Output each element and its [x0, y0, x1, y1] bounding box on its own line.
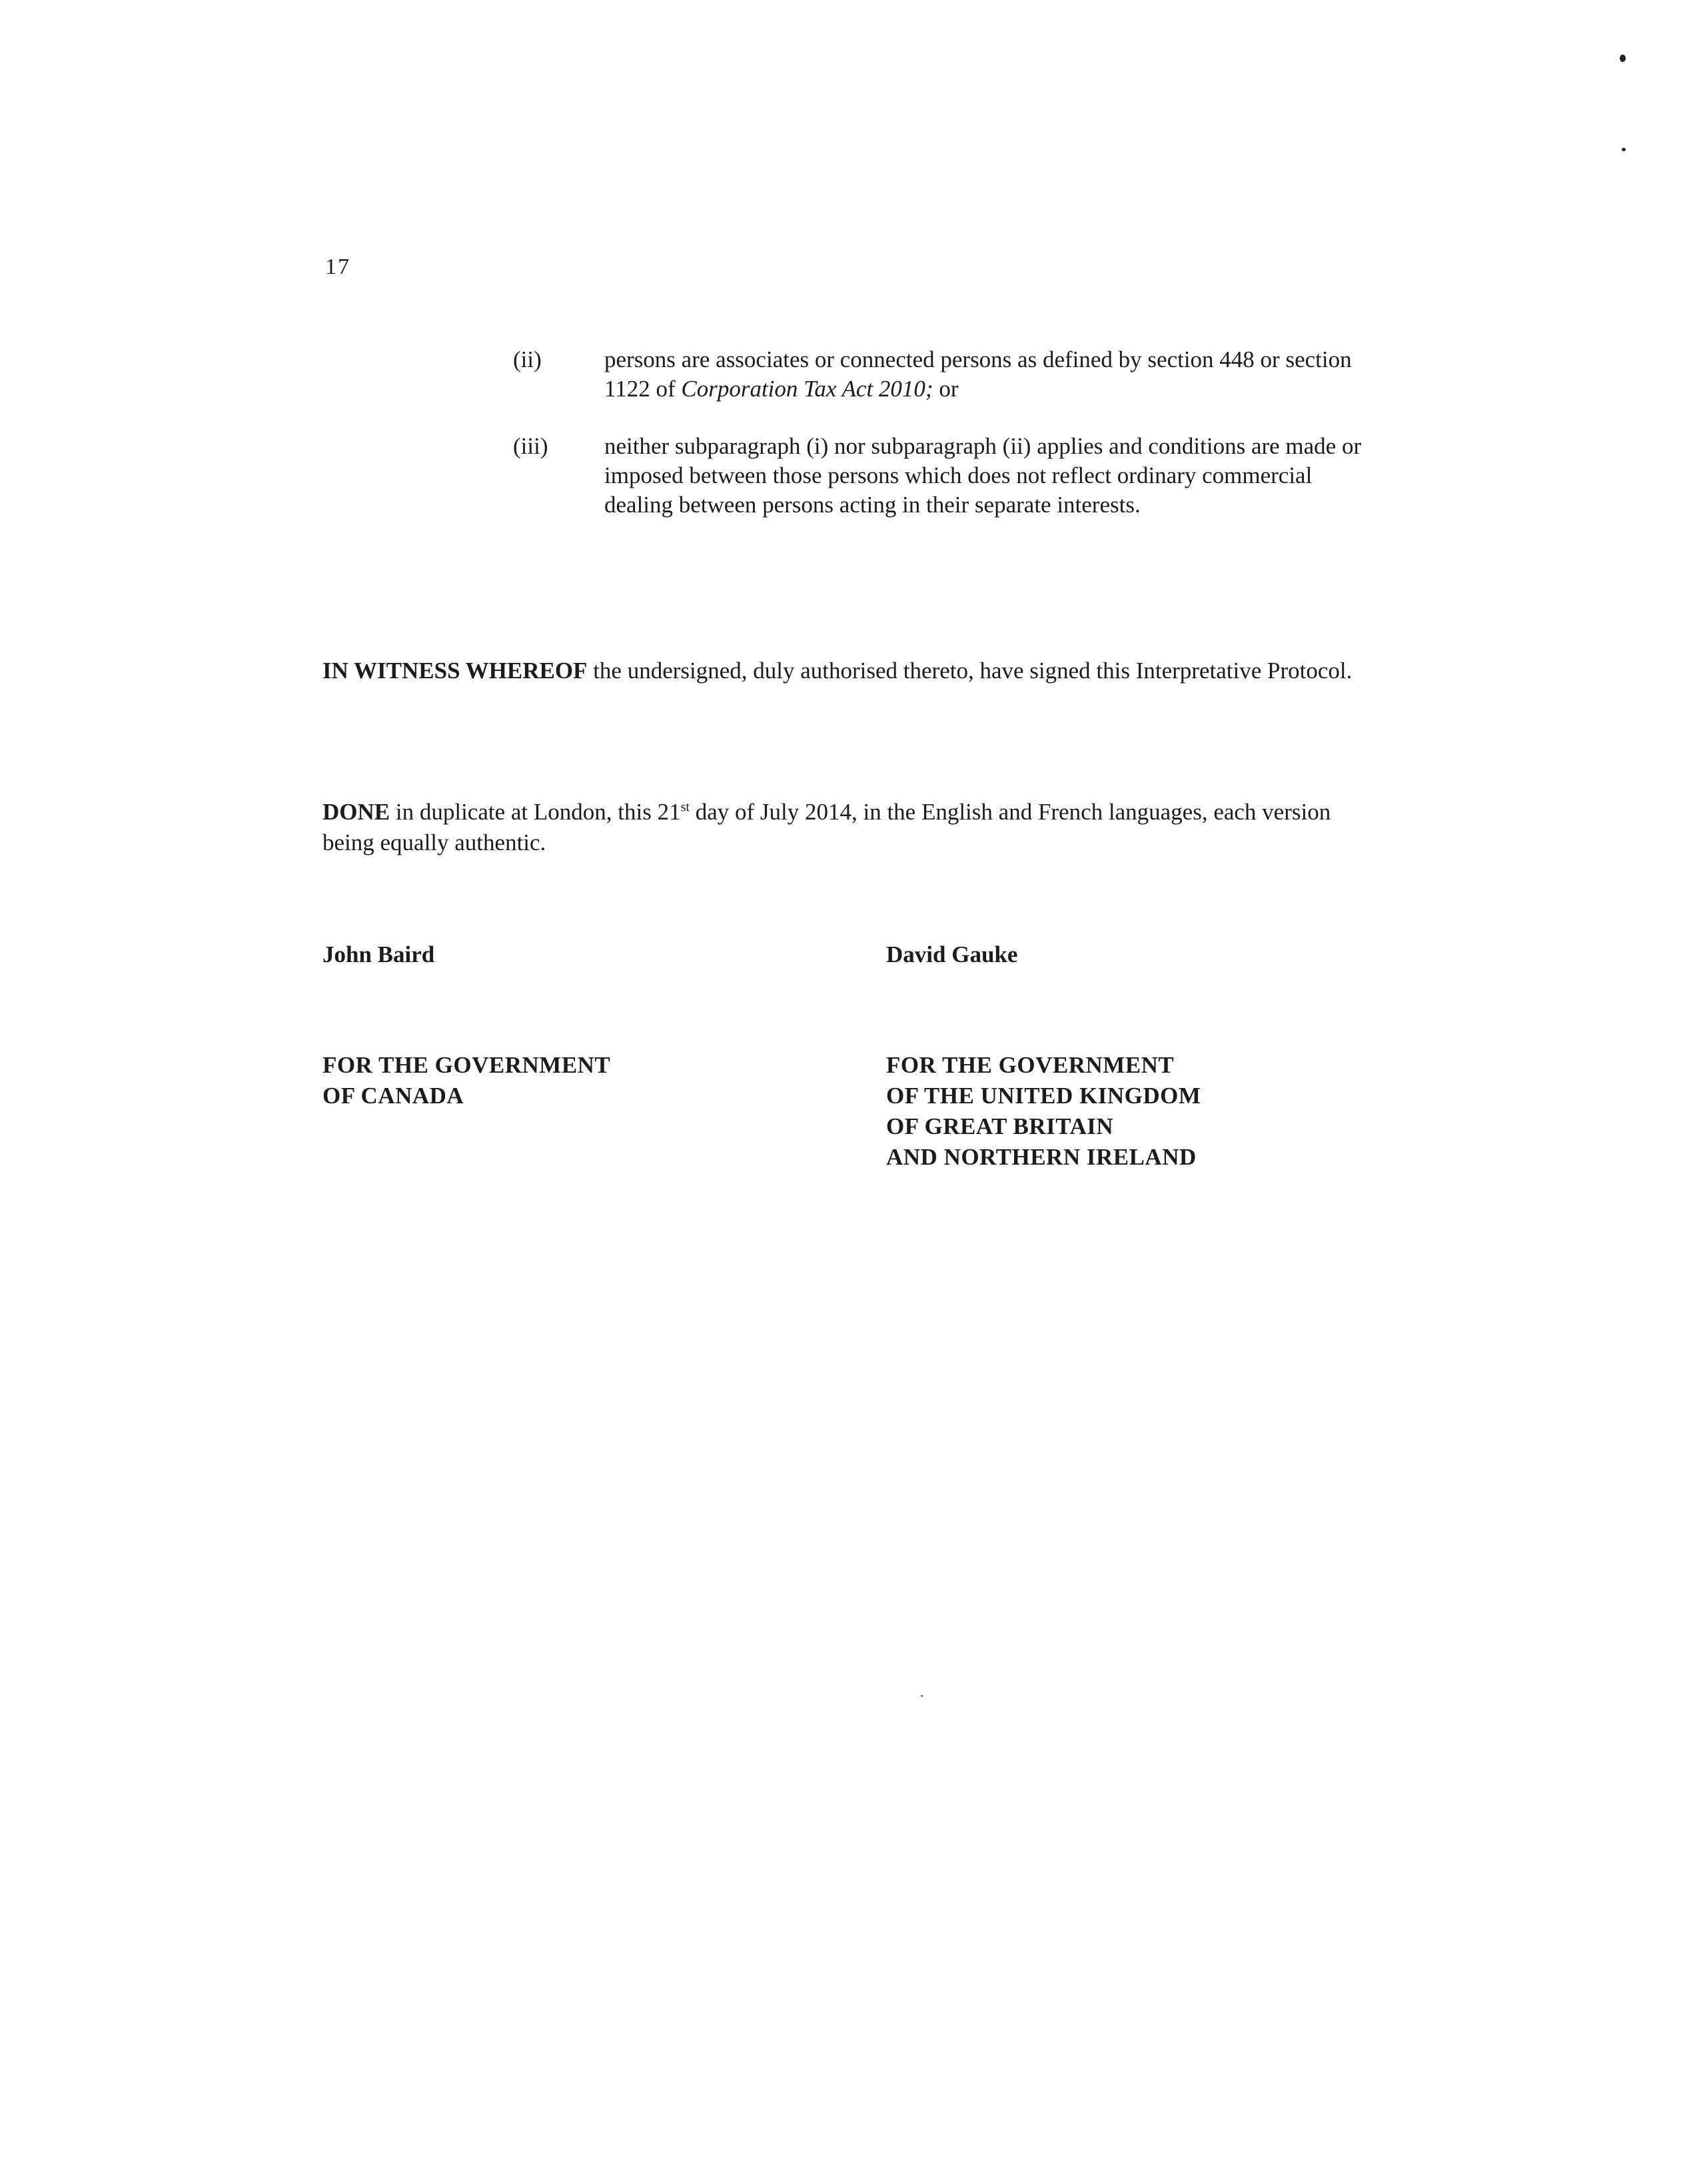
- scan-speck: [1622, 148, 1626, 151]
- page-number: 17: [325, 255, 350, 279]
- witness-lead: IN WITNESS WHEREOF: [322, 658, 588, 684]
- subparagraph-text-part: persons are associates or connected persons as defined by section 448 or section 1122 of: [604, 346, 1352, 402]
- subparagraph-text-part: or: [933, 376, 959, 402]
- statute-title: Corporation Tax Act 2010;: [681, 376, 933, 402]
- subparagraph-text: [604, 345, 1364, 404]
- done-clause: [322, 797, 1369, 858]
- government-line: OF THE UNITED KINGDOM: [886, 1083, 1201, 1109]
- scan-speck: [1620, 55, 1626, 62]
- subparagraph-label: (iii): [513, 433, 548, 459]
- done-text: day of July 2014, in the English and French languages, each version being equally authentic.: [322, 799, 1331, 855]
- signatory-name-canada: John Baird: [322, 941, 435, 967]
- government-line: AND NORTHERN IRELAND: [886, 1144, 1197, 1170]
- scan-speck: [921, 1695, 923, 1697]
- government-line: OF GREAT BRITAIN: [886, 1113, 1114, 1139]
- done-lead: DONE: [322, 799, 390, 825]
- government-line: FOR THE GOVERNMENT: [886, 1052, 1175, 1078]
- government-block-canada: [322, 1050, 610, 1111]
- done-text: in duplicate at London, this 21: [390, 799, 681, 825]
- witness-text: the undersigned, duly authorised thereto, have signed this Interpretative Protocol.: [587, 658, 1353, 684]
- government-line: OF CANADA: [322, 1083, 464, 1109]
- witness-clause: [322, 656, 1369, 686]
- subparagraph-label: (ii): [513, 346, 542, 372]
- subparagraph-text: neither subparagraph (i) nor subparagraph (ii) applies and conditions are made or imposed between those persons which does not reflect ordinary commercial dealing between persons acting in their separate interests.: [604, 433, 1362, 518]
- government-line: FOR THE GOVERNMENT: [322, 1052, 611, 1078]
- signatory-name-uk: David Gauke: [886, 941, 1018, 967]
- government-block-uk: [886, 1050, 1201, 1173]
- ordinal-suffix: st: [680, 800, 690, 815]
